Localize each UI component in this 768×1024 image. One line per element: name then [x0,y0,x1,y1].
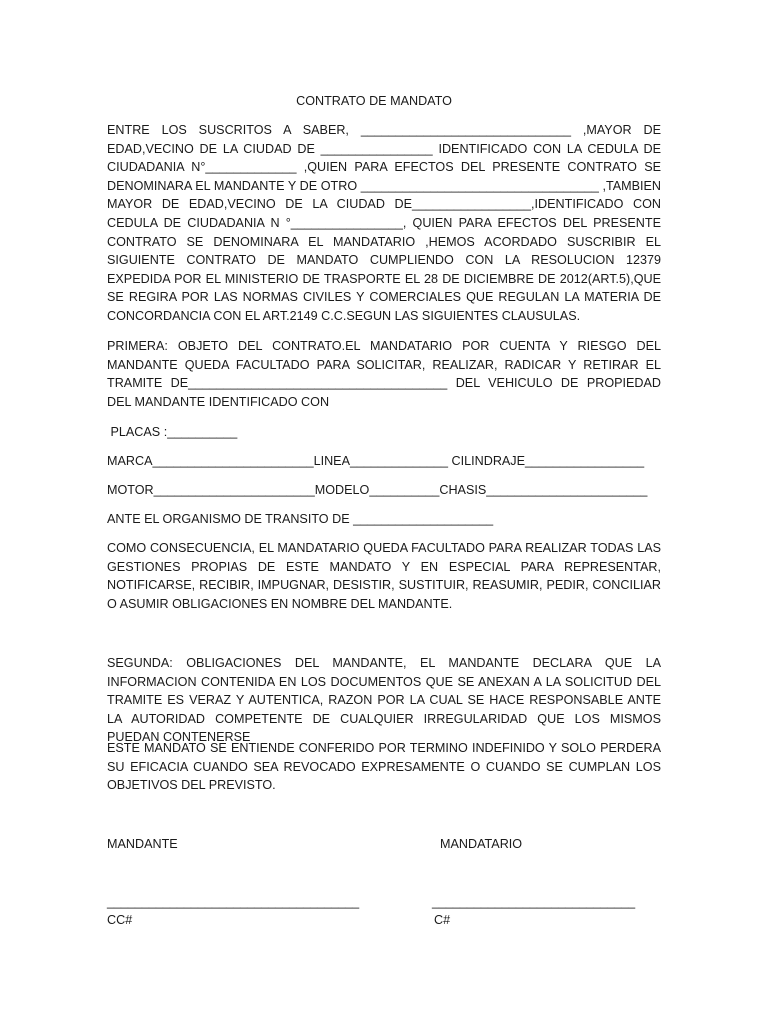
document-title: CONTRATO DE MANDATO [296,94,452,108]
organismo-transito-field: ANTE EL ORGANISMO DE TRANSITO DE ____________________ [107,512,494,526]
motor-modelo-chasis-fields: MOTOR_______________________MODELO__________CHASIS_______________________ [107,483,648,497]
placas-field: PLACAS :__________ [107,425,238,439]
marca-linea-cilindraje-fields: MARCA_______________________LINEA______________ CILINDRAJE_________________ [107,454,645,468]
clause-segunda: SEGUNDA: OBLIGACIONES DEL MANDANTE, EL MANDANTE DECLARA QUE LA INFORMACION CONTENIDA EN LOS DOCUMENTOS QUE SE ANEXAN A LA SOLICITUD DEL TRAMITE ES VERAZ Y AUTENTICA, RAZON POR LA CUAL SE HACE RESPONSABLE ANTE LA AUTORIDAD COMPETENTE DE CUALQUIER IRREGULARIDAD QUE LOS MISMOS PUEDAN CONTENERSE [107,656,661,745]
clause-primera: PRIMERA: OBJETO DEL CONTRATO.EL MANDATARIO POR CUENTA Y RIESGO DEL MANDANTE QUEDA FACULTADO PARA SOLICITAR, REALIZAR, RADICAR Y RETIRAR EL TRAMITE DE_____________________________________ DEL VEHICULO DE PROPIEDAD DEL MANDANTE IDENTIFICADO CON [107,339,661,409]
mandatario-signature-line: _____________________________ [432,895,636,909]
mandante-id-label: CC# [107,913,133,927]
intro-paragraph: ENTRE LOS SUSCRITOS A SABER, ______________________________ ,MAYOR DE EDAD,VECINO DE LA CIUDAD DE ________________ IDENTIFICADO CON LA CEDULA DE CIUDADANIA N°_____________ ,QUIEN PARA EFECTOS DEL PRESENTE CONTRATO SE DENOMINARA EL MANDANTE Y DE OTRO __________________________________ ,TAMBIEN MAYOR DE EDAD,VECINO DE LA CIUDAD DE_________________,IDENTIFICADO CON CEDULA DE CIUDADANIA N °________________, QUIEN PARA EFECTOS DEL PRESENTE CONTRATO SE DENOMINARA EL MANDATARIO ,HEMOS ACORDADO SUSCRIBIR EL SIGUIENTE CONTRATO DE MANDATO CUMPLIENDO CON LA RESOLUCION 12379 EXPEDIDA POR EL MINISTERIO DE TRASPORTE EL 28 DE DICIEMBRE DE 2012(ART.5),QUE SE REGIRA POR LAS NORMAS CIVILES Y COMERCIALES QUE REGULAN LA MATERIA DE CONCORDANCIA CON EL ART.2149 C.C.SEGUN LAS SIGUIENTES CLAUSULAS. [107,123,661,323]
mandatario-label: MANDATARIO [440,837,523,851]
mandatario-id-label: C# [434,913,451,927]
mandante-signature-line: ____________________________________ [107,895,360,909]
vigencia-paragraph: ESTE MANDATO SE ENTIENDE CONFERIDO POR TERMINO INDEFINIDO Y SOLO PERDERA SU EFICACIA CUANDO SEA REVOCADO EXPRESAMENTE O CUANDO SE CUMPLAN LOS OBJETIVOS DEL PREVISTO. [107,741,661,793]
consecuencia-paragraph: COMO CONSECUENCIA, EL MANDATARIO QUEDA FACULTADO PARA REALIZAR TODAS LAS GESTIONES PROPIAS DE ESTE MANDATO Y EN ESPECIAL PARA REPRESENTAR, NOTIFICARSE, RECIBIR, IMPUGNAR, DESISTIR, SUSTITUIR, REASUMIR, PEDIR, CONCILIAR O ASUMIR OBLIGACIONES EN NOMBRE DEL MANDANTE. [107,541,661,611]
mandante-label: MANDANTE [107,837,178,851]
